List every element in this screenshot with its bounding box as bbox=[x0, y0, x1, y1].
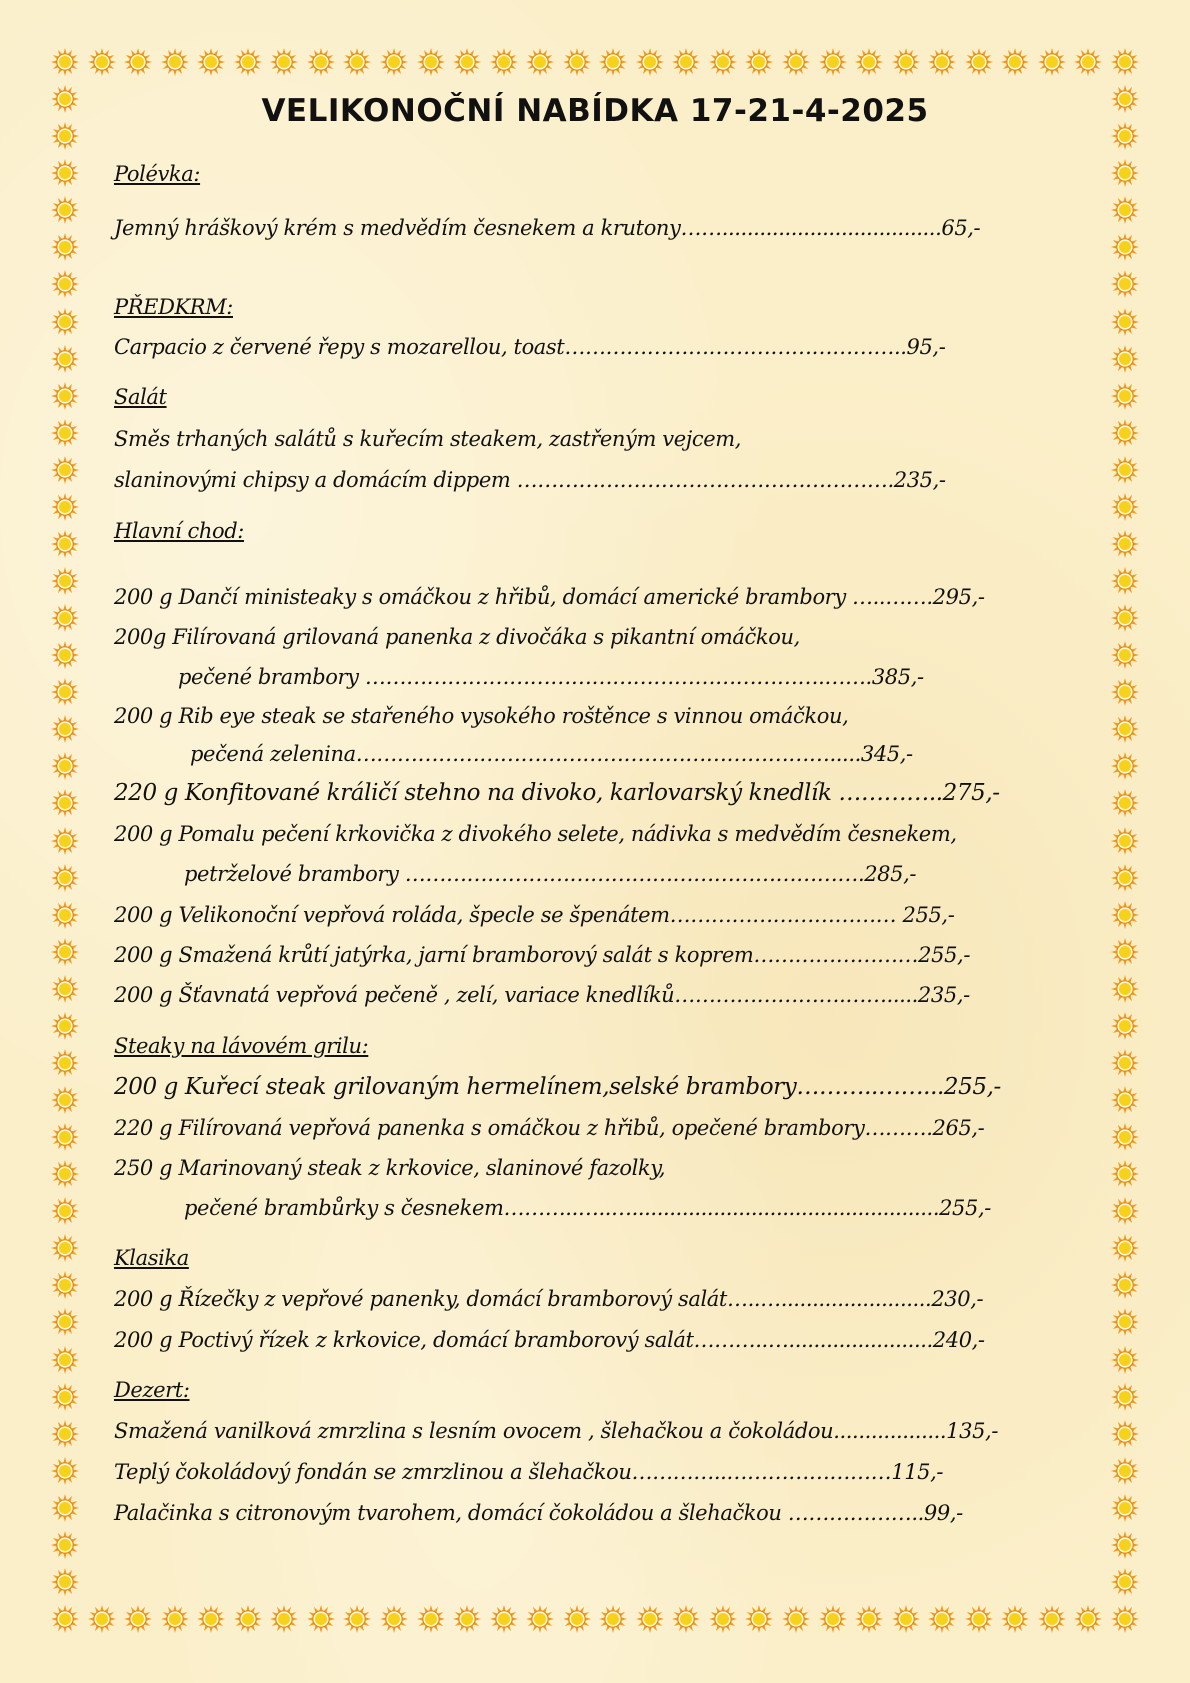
menu-item: Smažená vanilková zmrzlina s lesním ovocem , šlehačkou a čokoládou..................135,- bbox=[114, 1419, 999, 1443]
menu-item: pečená zelenina…………………………………………………………….....345,- bbox=[190, 742, 913, 766]
section-heading-salad: Salát bbox=[114, 385, 167, 409]
menu-item: 220 g Filírovaná vepřová panenka s omáčkou z hřibů, opečené brambory……….265,- bbox=[114, 1116, 985, 1140]
menu-item: Palačinka s citronovým tvarohem, domácí čokoládou a šlehačkou ………………..99,- bbox=[114, 1501, 963, 1525]
menu-item: 220 g Konfitované králičí stehno na divoko, karlovarský knedlík …………..275,- bbox=[114, 780, 1000, 806]
section-heading-starter: PŘEDKRM: bbox=[114, 295, 233, 319]
page-title: VELIKONOČNÍ NABÍDKA 17-21-4-2025 bbox=[261, 93, 929, 129]
menu-item: 200 g Poctivý řízek z krkovice, domácí bramborový salát………..….......................240,- bbox=[114, 1328, 985, 1352]
menu-item: 200 g Pomalu pečení krkovička z divokého selete, nádivka s medvědím česnekem, bbox=[114, 822, 957, 846]
menu-item: 200 g Velikonoční vepřová roláda, špecle se špenátem…………………………… 255,- bbox=[114, 903, 955, 927]
section-heading-steaks: Steaky na lávovém grilu: bbox=[114, 1034, 369, 1058]
menu-item: 250 g Marinovaný steak z krkovice, slaninové fazolky, bbox=[114, 1156, 666, 1180]
section-heading-classic: Klasika bbox=[114, 1246, 189, 1270]
menu-item: 200 g Kuřecí steak grilovaným hermelínem,selské brambory………..……...255,- bbox=[114, 1074, 1001, 1100]
menu-item: 200 g Dančí ministeaky s omáčkou z hřibů, domácí americké brambory …..…….295,- bbox=[114, 585, 985, 609]
menu-item: 200 g Rib eye steak se stařeného vysokého roštěnce s vinnou omáčkou, bbox=[114, 704, 849, 728]
section-heading-soup: Polévka: bbox=[114, 162, 201, 186]
menu-item: Carpacio z červené řepy s mozarellou, toast…………………………………………..95,- bbox=[114, 335, 946, 359]
menu-item: pečené brambory ………………………………………………………….…….385,- bbox=[178, 665, 924, 689]
menu-item: 200 g Řízečky z vepřové panenky, domácí bramborový salát…..…........................230,- bbox=[114, 1287, 984, 1311]
section-heading-dessert: Dezert: bbox=[114, 1378, 190, 1402]
menu-item: petrželové brambory ………………………………………………………….285,- bbox=[184, 862, 917, 886]
menu-item: Teplý čokoládový fondán se zmrzlinou a šlehačkou…………..……………………115,- bbox=[114, 1460, 944, 1484]
menu-item: Jemný hráškový krém s medvědím česnekem a krutony……...................................65,- bbox=[114, 216, 981, 240]
menu-item: slaninovými chipsy a domácím dippem ……………………………………………….235,- bbox=[114, 468, 946, 492]
menu-item: 200 g Smažená krůtí jatýrka, jarní bramborový salát s koprem……………………255,- bbox=[114, 943, 971, 967]
menu-item: 200 g Šťavnatá vepřová pečeně , zelí, variace knedlíků…………………….…….....235,- bbox=[114, 983, 970, 1007]
section-heading-main: Hlavní chod: bbox=[114, 519, 244, 543]
menu-item: Směs trhaných salátů s kuřecím steakem, zastřeným vejcem, bbox=[114, 427, 742, 451]
menu-item: pečené brambůrky s česnekem………..…..….................................................255,- bbox=[184, 1196, 991, 1220]
menu-item: 200g Filírovaná grilovaná panenka z divočáka s pikantní omáčkou, bbox=[114, 625, 800, 649]
